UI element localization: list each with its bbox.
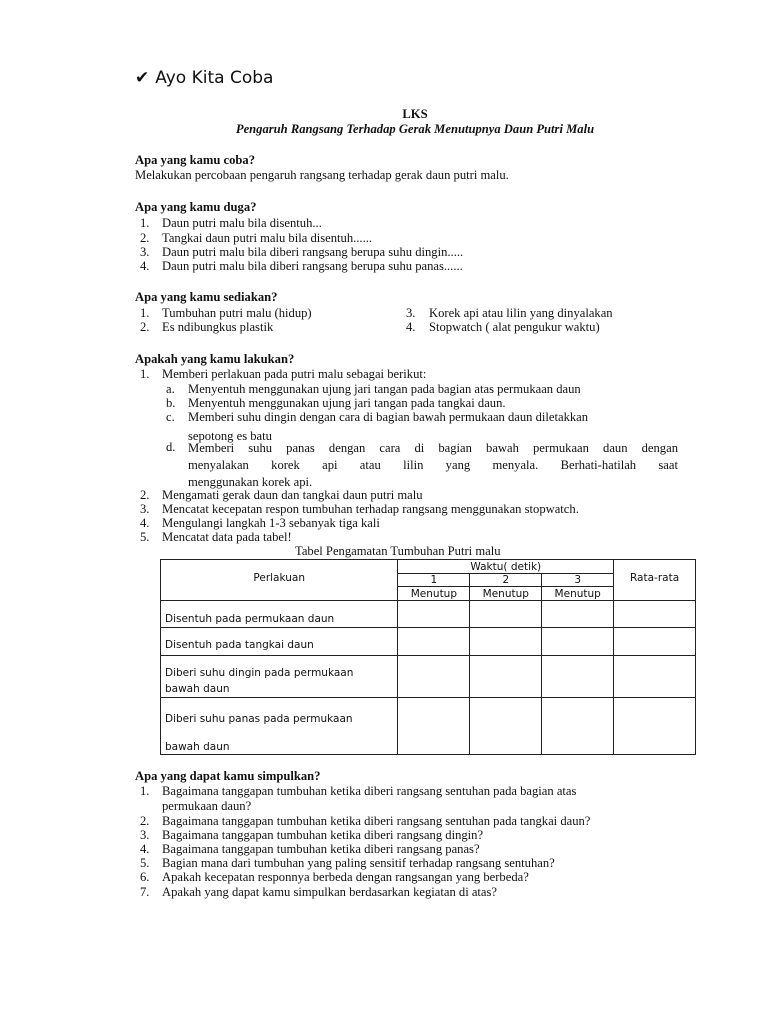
data-cell[interactable] xyxy=(470,656,542,698)
conclusion-item: 3. Bagaimana tanggapan tumbuhan ketika diberi rangsang dingin? xyxy=(140,828,484,842)
observation-table xyxy=(160,559,696,755)
data-cell[interactable] xyxy=(398,628,470,656)
data-cell[interactable] xyxy=(542,698,614,755)
section-heading xyxy=(135,68,273,88)
procedure-step: 5. Mencatat data pada tabel! xyxy=(140,530,292,544)
hypothesis-item: 4. Daun putri malu bila diberi rangsang berupa suhu panas...... xyxy=(140,259,463,273)
data-cell[interactable] xyxy=(614,698,696,755)
material-item: 4. Stopwatch ( alat pengukur waktu) xyxy=(406,320,600,334)
header-rata-rata: Rata-rata xyxy=(614,560,696,601)
conclusion-item: 5. Bagian mana dari tumbuhan yang paling sensitif terhadap rangsang sentuhan? xyxy=(140,856,555,870)
data-cell[interactable] xyxy=(398,601,470,628)
table-caption: Tabel Pengamatan Tumbuhan Putri malu xyxy=(295,544,501,558)
answer-coba: Melakukan percobaan pengaruh rangsang terhadap gerak daun putri malu. xyxy=(135,168,509,182)
question-lakukan: Apakah yang kamu lakukan? xyxy=(135,352,295,366)
material-item: 3. Korek api atau lilin yang dinyalakan xyxy=(406,306,613,320)
row-label: Disentuh pada tangkai daun xyxy=(161,628,398,656)
question-duga: Apa yang kamu duga? xyxy=(135,200,257,214)
header-trial-2: 2 xyxy=(470,574,542,587)
data-cell[interactable] xyxy=(398,698,470,755)
hypothesis-item: 1. Daun putri malu bila disentuh... xyxy=(140,216,322,230)
data-cell[interactable] xyxy=(470,698,542,755)
checkmark-icon: ✔ xyxy=(135,68,150,88)
data-cell[interactable] xyxy=(398,656,470,698)
data-cell[interactable] xyxy=(542,601,614,628)
data-cell[interactable] xyxy=(614,601,696,628)
data-cell[interactable] xyxy=(614,628,696,656)
table-row xyxy=(161,601,696,628)
procedure-substep: c. Memberi suhu dingin dengan cara di bagian bawah permukaan daun diletakkan sepotong es batu xyxy=(166,410,589,443)
question-simpulkan: Apa yang dapat kamu simpulkan? xyxy=(135,769,321,783)
procedure-substep: b. Menyentuh menggunakan ujung jari tangan pada tangkai daun. xyxy=(166,396,506,410)
header-waktu: Waktu( detik) xyxy=(398,560,614,574)
conclusion-item: 1. Bagaimana tanggapan tumbuhan ketika diberi rangsang sentuhan pada bagian atas permukaan daun? xyxy=(140,784,577,813)
header-trial-1: 1 xyxy=(398,574,470,587)
procedure-substep: a. Menyentuh menggunakan ujung jari tangan pada bagian atas permukaan daun xyxy=(166,382,581,396)
header-menutup: Menutup xyxy=(398,587,470,601)
header-menutup: Menutup xyxy=(470,587,542,601)
procedure-substep: d. Memberi suhu panas dengan cara di bagian bawah permukaan daun dengan menyalakan korek api atau lilin yang menyala. Berhati-hatilah saat menggunakan korek api. xyxy=(166,440,678,489)
material-item: 1. Tumbuhan putri malu (hidup) xyxy=(140,306,312,320)
data-cell[interactable] xyxy=(614,656,696,698)
heading-text: Ayo Kita Coba xyxy=(155,68,274,88)
hypothesis-item: 3. Daun putri malu bila diberi rangsang berupa suhu dingin..... xyxy=(140,245,464,259)
table-row xyxy=(161,628,696,656)
procedure-step: 2. Mengamati gerak daun dan tangkai daun putri malu xyxy=(140,488,423,502)
header-trial-3: 3 xyxy=(542,574,614,587)
conclusion-item: 4. Bagaimana tanggapan tumbuhan ketika diberi rangsang panas? xyxy=(140,842,480,856)
question-coba: Apa yang kamu coba? xyxy=(135,153,256,167)
conclusion-item: 6. Apakah kecepatan responnya berbeda dengan rangsangan yang berbeda? xyxy=(140,870,529,884)
header-perlakuan: Perlakuan xyxy=(161,560,398,601)
hypothesis-item: 2. Tangkai daun putri malu bila disentuh...... xyxy=(140,231,373,245)
data-cell[interactable] xyxy=(542,628,614,656)
table-row xyxy=(161,656,696,698)
header-menutup: Menutup xyxy=(542,587,614,601)
table-row xyxy=(161,698,696,755)
conclusion-item: 7. Apakah yang dapat kamu simpulkan berdasarkan kegiatan di atas? xyxy=(140,885,498,899)
lks-title: Pengaruh Rangsang Terhadap Gerak Menutupnya Daun Putri Malu xyxy=(235,122,595,136)
lks-label: LKS xyxy=(402,107,428,121)
row-label: Diberi suhu dingin pada permukaan bawah daun xyxy=(161,656,398,698)
data-cell[interactable] xyxy=(542,656,614,698)
question-sediakan: Apa yang kamu sediakan? xyxy=(135,290,278,304)
procedure-step: 3. Mencatat kecepatan respon tumbuhan terhadap rangsang menggunakan stopwatch. xyxy=(140,502,579,516)
procedure-step: 4. Mengulangi langkah 1-3 sebanyak tiga kali xyxy=(140,516,380,530)
conclusion-item: 2. Bagaimana tanggapan tumbuhan ketika diberi rangsang sentuhan pada tangkai daun? xyxy=(140,814,591,828)
material-item: 2. Es ndibungkus plastik xyxy=(140,320,274,334)
row-label: Diberi suhu panas pada permukaan bawah daun xyxy=(161,698,398,755)
procedure-step: 1. Memberi perlakuan pada putri malu sebagai berikut: xyxy=(140,367,427,381)
row-label: Disentuh pada permukaan daun xyxy=(161,601,398,628)
data-cell[interactable] xyxy=(470,628,542,656)
data-cell[interactable] xyxy=(470,601,542,628)
